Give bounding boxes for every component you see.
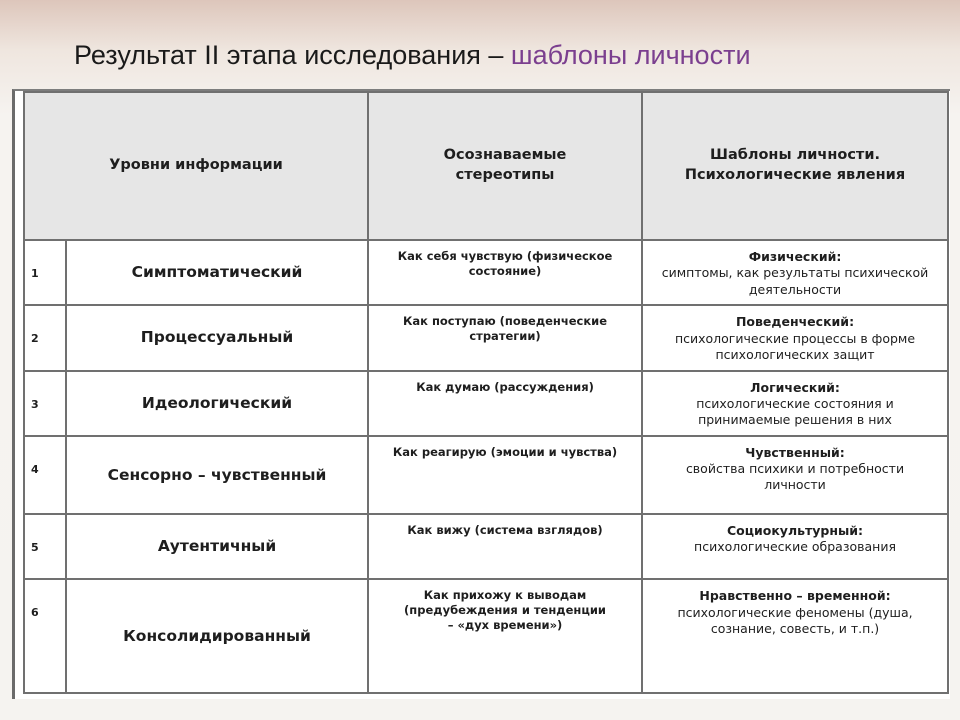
table-row: [24, 514, 948, 579]
row-number: 2: [24, 305, 66, 370]
table-row: [24, 305, 948, 370]
table-row: [24, 579, 948, 693]
pattern-cell: [642, 371, 948, 436]
table-row: [24, 240, 948, 305]
row-number: 4: [24, 436, 66, 514]
pattern-description: психологические состояния и принимаемые решения в них: [696, 395, 894, 428]
personality-patterns-table: [23, 91, 949, 694]
pattern-description: свойства психики и потребности личности: [685, 461, 905, 493]
stereotype-cell: Как прихожу к выводам (предубеждения и тенденции – «дух времени»): [368, 579, 642, 693]
pattern-name: Чувственный:: [745, 444, 845, 460]
stereotype-cell: Как поступаю (поведенческие стратегии): [368, 305, 642, 370]
level-cell: Сенсорно – чувственный: [66, 436, 368, 514]
title-highlight: шаблоны личности: [510, 40, 751, 70]
pattern-cell: [642, 305, 948, 370]
pattern-description: психологические феномены (душа, сознание, совесть, и т.п.): [677, 604, 913, 636]
pattern-name: Логический:: [750, 379, 840, 395]
header-stereotypes: Осознаваемые стереотипы: [368, 92, 642, 240]
table-row: [24, 371, 948, 436]
pattern-name: Социокультурный:: [726, 523, 864, 539]
pattern-cell: [642, 240, 948, 305]
pattern-cell: [642, 514, 948, 579]
stereotype-cell: Как думаю (рассуждения): [368, 371, 642, 436]
header-levels: Уровни информации: [24, 92, 368, 240]
stereotype-cell: Как реагирую (эмоции и чувства): [368, 436, 642, 514]
pattern-description: симптомы, как результаты психической деятельности: [661, 265, 929, 297]
header-patterns: Шаблоны личности. Психологические явления: [642, 92, 948, 240]
table-row: [24, 436, 948, 514]
level-cell: Идеологический: [66, 371, 368, 436]
table-header-row: [24, 92, 948, 240]
pattern-cell: [642, 579, 948, 693]
title-prefix: Результат II этапа исследования –: [74, 40, 511, 70]
pattern-name: Физический:: [748, 249, 842, 264]
stereotype-cell: Как вижу (система взглядов): [368, 514, 642, 579]
level-cell: Консолидированный: [66, 579, 368, 693]
pattern-description: психологические образования: [694, 539, 896, 555]
table-container: [12, 89, 950, 699]
row-number: 1: [24, 240, 66, 305]
pattern-name: Нравственно – временной:: [699, 588, 891, 604]
slide-title: [74, 40, 751, 71]
pattern-name: Поведенческий:: [735, 314, 855, 330]
level-cell: Симптоматический: [66, 240, 368, 305]
table-body: [24, 240, 948, 693]
level-cell: Аутентичный: [66, 514, 368, 579]
row-number: 5: [24, 514, 66, 579]
row-number: 6: [24, 579, 66, 693]
level-cell: Процессуальный: [66, 305, 368, 370]
pattern-cell: [642, 436, 948, 514]
pattern-description: психологические процессы в форме психологических защит: [674, 330, 916, 362]
stereotype-cell: Как себя чувствую (физическое состояние): [368, 240, 642, 305]
row-number: 3: [24, 371, 66, 436]
